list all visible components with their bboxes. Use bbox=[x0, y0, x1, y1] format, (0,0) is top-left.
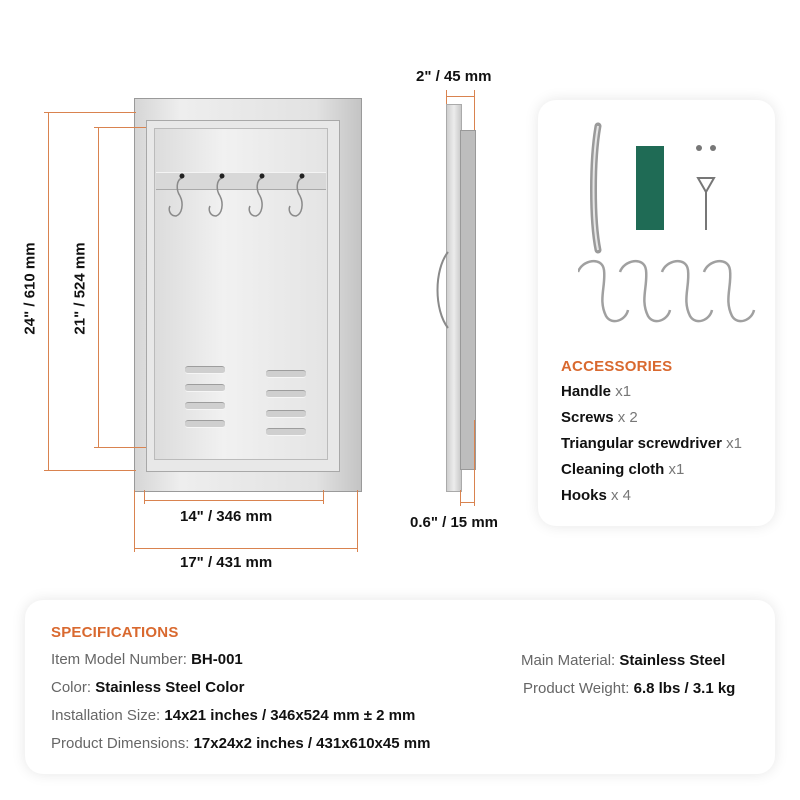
accessory-item: Cleaning cloth x1 bbox=[561, 461, 685, 478]
dim-tick bbox=[323, 490, 324, 504]
spec-color: Color: Stainless Steel Color bbox=[51, 679, 245, 696]
accessories-title: ACCESSORIES bbox=[561, 358, 673, 375]
depth-label: 2" / 45 mm bbox=[416, 68, 492, 85]
door-side-flange bbox=[460, 130, 476, 470]
hooks-on-door-icon bbox=[156, 170, 326, 230]
screws-icon bbox=[696, 145, 716, 151]
dim-tick bbox=[460, 490, 461, 506]
dim-line-top-inner bbox=[94, 127, 146, 128]
accessories-image bbox=[578, 120, 758, 330]
dim-line-top-outer bbox=[44, 112, 136, 113]
overall-width-label: 17" / 431 mm bbox=[180, 554, 273, 571]
accessory-item: Triangular screwdriver x1 bbox=[561, 435, 742, 452]
overall-height-label: 24" / 610 mm bbox=[21, 242, 39, 335]
dim-tick bbox=[144, 490, 145, 504]
installation-width-label: 14" / 346 mm bbox=[180, 508, 273, 525]
screwdriver-icon bbox=[698, 178, 714, 230]
dim-line-flange bbox=[460, 502, 474, 503]
installation-height-label: 21" / 524 mm bbox=[71, 242, 89, 335]
dim-tick bbox=[446, 90, 447, 104]
s-hooks-icon bbox=[578, 261, 754, 321]
spec-product-weight: Product Weight: 6.8 lbs / 3.1 kg bbox=[523, 680, 736, 697]
dim-line-height-inner bbox=[98, 127, 99, 447]
dim-line-width-inner bbox=[144, 500, 324, 501]
accessory-item: Handle x1 bbox=[561, 383, 632, 400]
cleaning-cloth-icon bbox=[636, 146, 664, 230]
specifications-title: SPECIFICATIONS bbox=[51, 624, 179, 641]
dim-tick bbox=[474, 420, 475, 506]
dim-line-width-outer bbox=[134, 548, 358, 549]
dim-tick bbox=[134, 490, 135, 552]
specifications-card bbox=[25, 600, 775, 774]
dim-tick bbox=[474, 90, 475, 130]
spec-installation-size: Installation Size: 14x21 inches / 346x524 mm ± 2 mm bbox=[51, 707, 416, 724]
handle-profile-icon bbox=[432, 250, 450, 330]
spec-model-number: Item Model Number: BH-001 bbox=[51, 651, 243, 668]
dim-line-bottom-inner bbox=[94, 447, 146, 448]
spec-product-dimensions: Product Dimensions: 17x24x2 inches / 431x610x45 mm bbox=[51, 735, 431, 752]
handle-icon bbox=[594, 126, 599, 250]
accessory-item: Hooks x 4 bbox=[561, 487, 632, 504]
accessories-card bbox=[538, 100, 775, 526]
dim-tick bbox=[357, 490, 358, 552]
accessory-item: Screws x 2 bbox=[561, 409, 638, 426]
flange-depth-label: 0.6" / 15 mm bbox=[410, 514, 498, 531]
dim-line-height-outer bbox=[48, 112, 49, 470]
spec-main-material: Main Material: Stainless Steel bbox=[521, 652, 726, 669]
dim-line-depth bbox=[446, 96, 474, 97]
dim-line-bottom-outer bbox=[44, 470, 136, 471]
